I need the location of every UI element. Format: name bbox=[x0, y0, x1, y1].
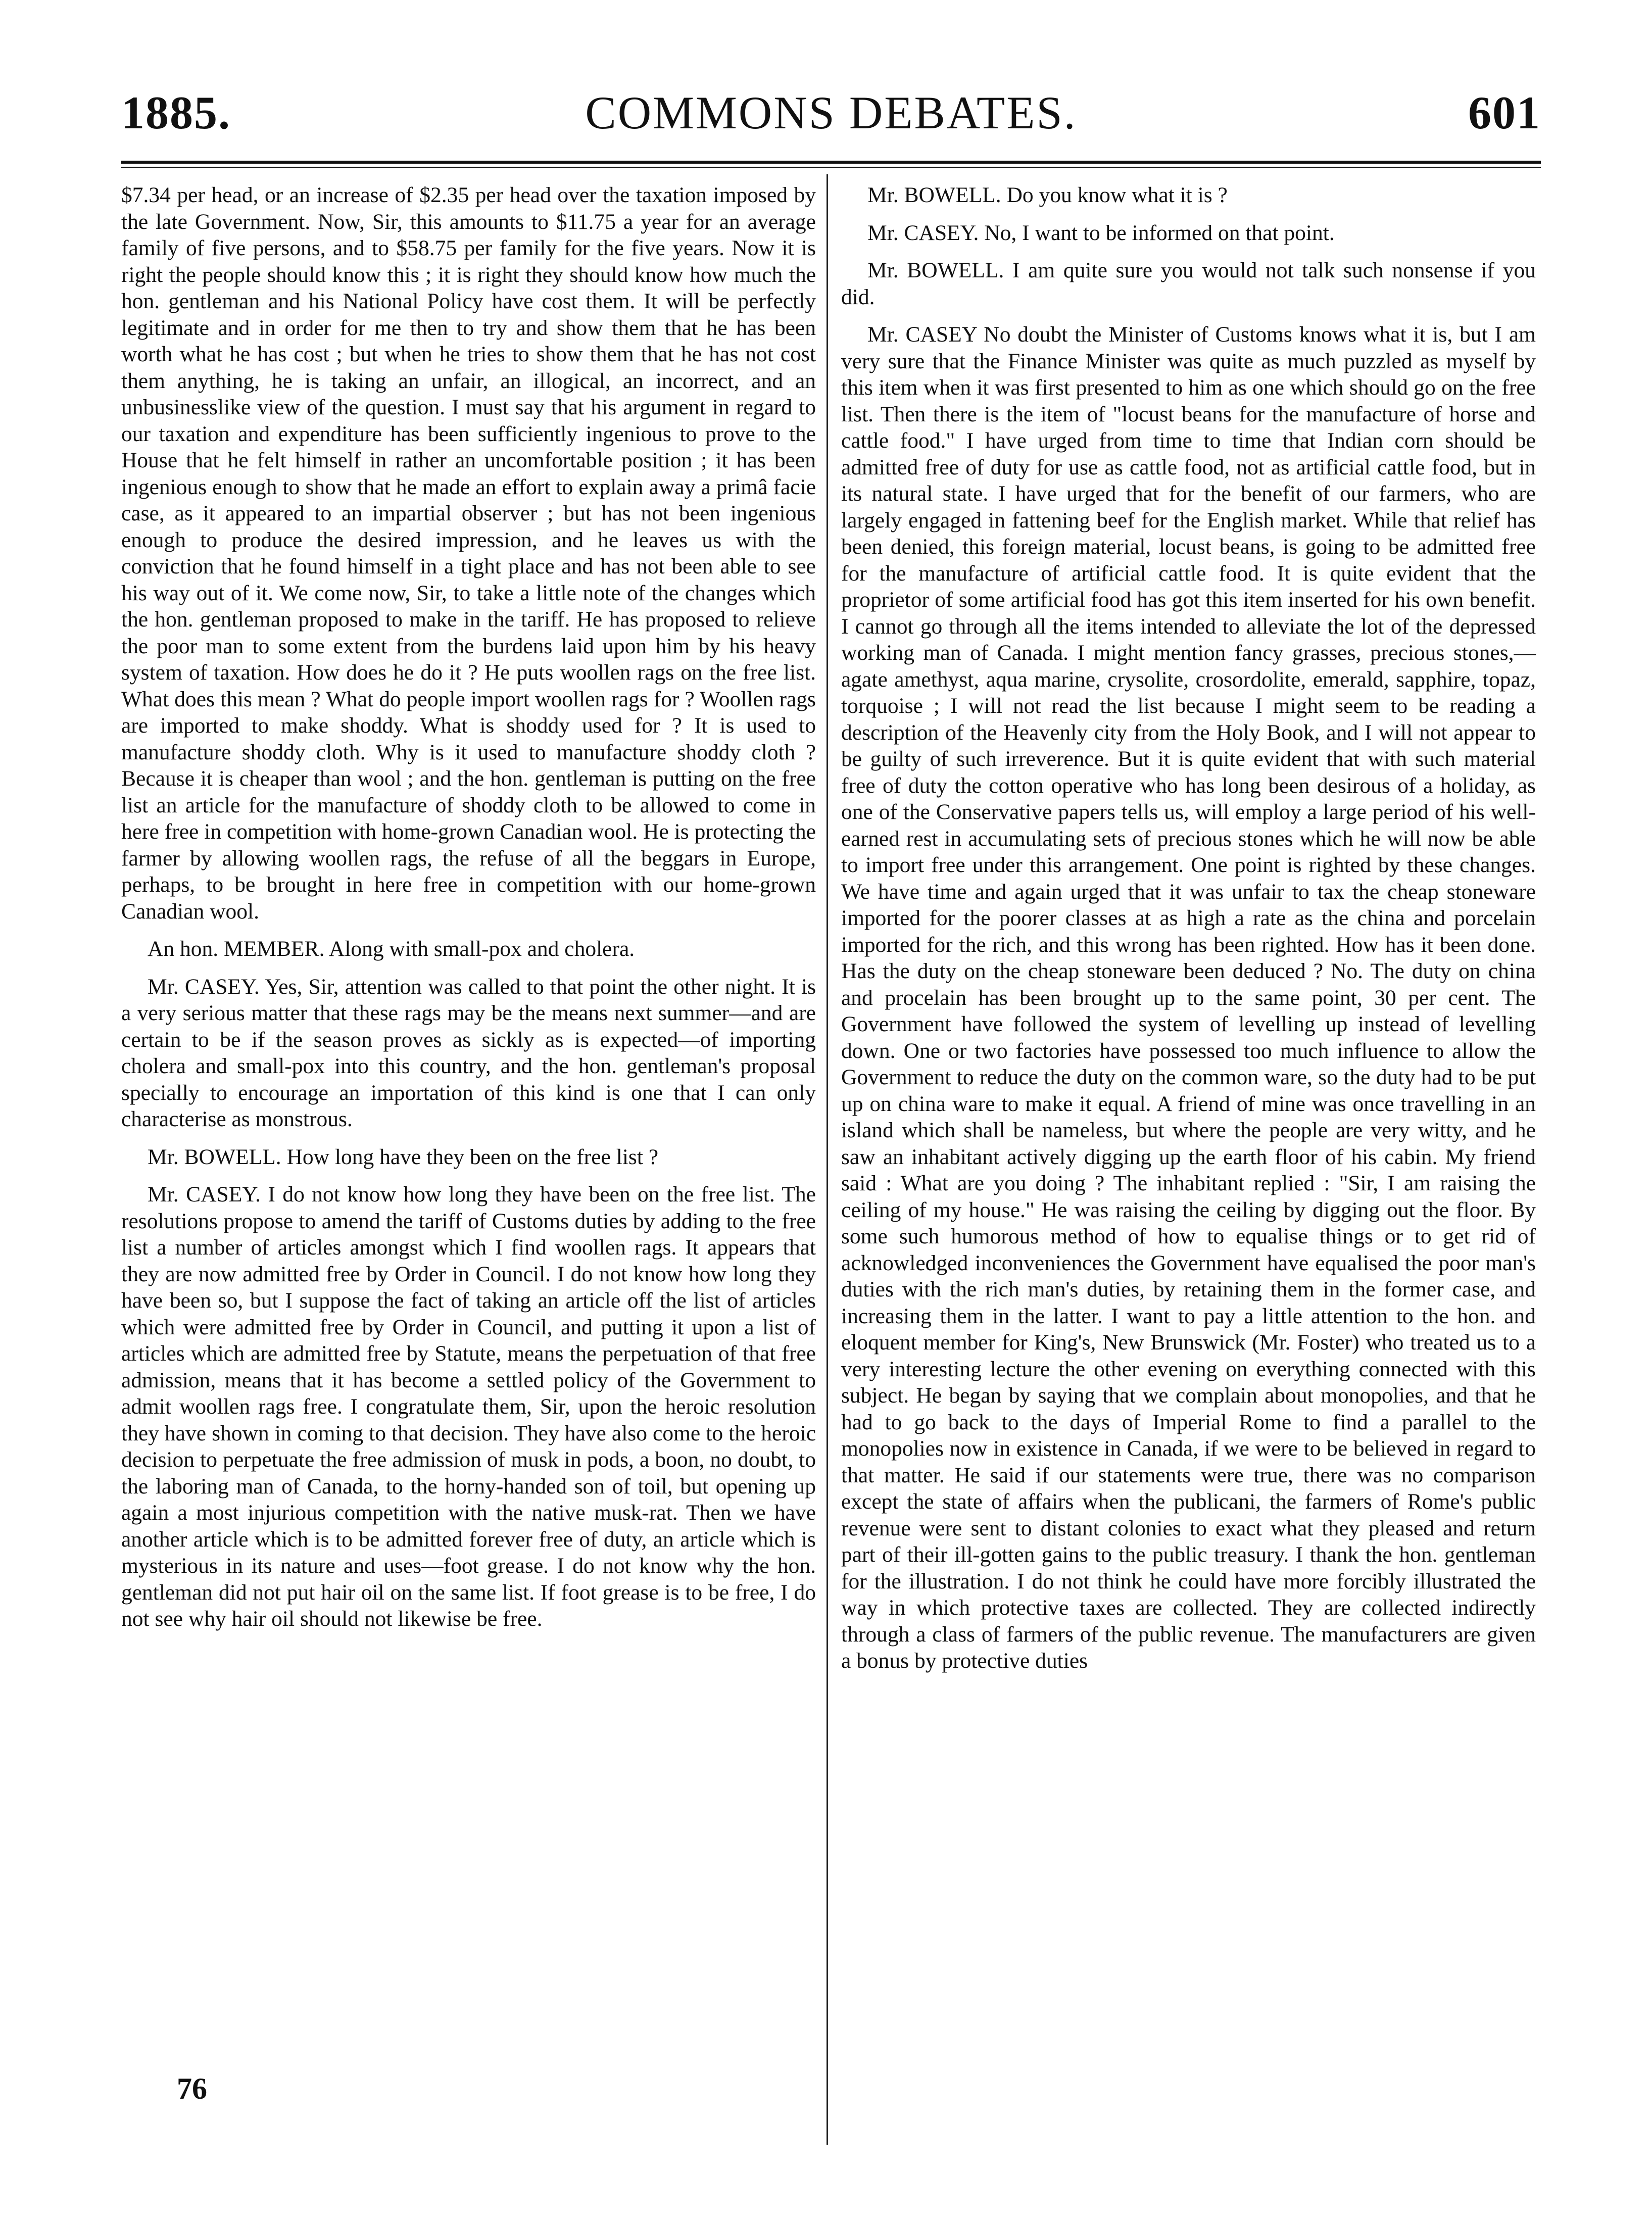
header-rule bbox=[121, 161, 1541, 164]
header-title: COMMONS DEBATES. bbox=[585, 87, 1077, 138]
paragraph: Mr. CASEY. Yes, Sir, attention was called to that point the other night. It is a very serious matter that these rags may be the means next summer—and are certain to be if the season proves as sickly as is expected—of importing cholera and small-pox into this country, and the hon. gentleman's proposal specially to encourage an importation of this kind is one that I can only characterise as monstrous. bbox=[121, 974, 816, 1131]
paragraph: Mr. CASEY No doubt the Minister of Customs knows what it is, but I am very sure that the Finance Minister was quite as much puzzled as myself by this item when it was first presented to him as one which should go on the free list. Then there is the item of "locust beans for the manufacture of horse and cattle food." I have urged from time to time that Indian corn should be admitted free of duty for use as cattle food, not as artificial cattle food, but in its natural state. I have urged that for the benefit of our farmers, who are largely engaged in fattening beef for the English market. While that relief has been denied, this foreign material, locust beans, is going to be admitted free for the manufacture of artificial cattle food. It is quite evident that the proprietor of some artificial food has got this item inserted for his own benefit. I cannot go through all the items intended to alleviate the lot of the depressed working man of Canada. I might mention fancy grasses, precious stones,—agate amethyst, aqua marine, crysolite, crosordolite, emerald, sapphire, topaz, torquoise ; I will not read the list because I might seem to be reading a description of the Heavenly city from the Holy Book, and I will not appear to be guilty of such irreverence. But it is quite evident that with such material free of duty the cotton operative who has long been desirous of a holiday, as one of the Conservative papers tells us, will employ a large period of his well-earned rest in accumulating sets of precious stones which he will now be able to import free under this arrangement. One point is righted by these changes. We have time and again urged that it was unfair to tax the cheap stoneware imported for the poorer classes at as high a rate as the china and porcelain imported for the rich, and this wrong has been righted. How has it been done. Has the duty on the cheap stoneware been deduced ? No. The duty on china and procelain has been brought up to the same point, 30 per cent. The Government have followed the system of levelling up instead of levelling down. One or two factories have possessed too much influence to allow the Government to reduce the duty on the common ware, so the duty had to be put up on china ware to make it equal. A friend of mine was once travelling in an island which shall be nameless, but where the people are very witty, and he saw an inhabitant actively digging up the earth floor of his cabin. My friend said : What are you doing ? The inhabitant replied : "Sir, I am raising the ceiling of my house." He was raising the ceiling by digging out the floor. By some such humorous method of how to equalise things or to get rid of acknowledged inconveniences the Government have equalised the poor man's duties with the rich man's duties, by retaining them in the former case, and increasing them in the latter. I want to pay a little attention to the hon. and eloquent member for King's, New Brunswick (Mr. Foster) who treated us to a very interesting lecture the other evening on everything connected with this subject. He began by saying that we complain about monopolies, and that he had to go back to the days of Imperial Rome to find a parallel to the monopolies now in existence in Canada, if we were to be believed in regard to that matter. He said if our statements were true, there was no comparison except the state of affairs when the publicani, the farmers of Rome's public revenue were sent to distant colonies to exact what they pleased and return part of their ill-gotten gains to the public treasury. I thank the hon. gentleman for the illustration. I do not think he could have more forcibly illustrated the way in which protective taxes are collected. They are collected indirectly through a class of farmers of the public revenue. The manufacturers are given a bonus by protective duties bbox=[841, 322, 1536, 1673]
right-column bbox=[841, 182, 1536, 1685]
header-rule-thin bbox=[121, 167, 1541, 168]
paragraph: An hon. MEMBER. Along with small-pox and cholera. bbox=[148, 937, 635, 961]
paragraph: Mr. BOWELL. I am quite sure you would not talk such nonsense if you did. bbox=[841, 258, 1536, 309]
header-page-number: 601 bbox=[1468, 87, 1541, 138]
paragraph: Mr. CASEY. No, I want to be informed on that point. bbox=[867, 220, 1335, 245]
paragraph: $7.34 per head, or an increase of $2.35 per head over the taxation imposed by the late Government. Now, Sir, this amounts to $11.75 a year for an average family of five persons, and to $58.75 per family for the five years. Now it is right the people should know this ; it is right they should know how much the hon. gentleman and his National Policy have cost them. It will be perfectly legitimate and in order for me then to try and show them that he has been worth what he has cost ; but when he tries to show them that he has not cost them anything, he is taking an unfair, an illogical, an incorrect, and an unbusinesslike view of the question. I must say that his argument in regard to our taxation and expenditure has been sufficiently ingenious to prove to the House that he felt himself in rather an uncomfortable position ; it has been ingenious enough to show that he made an effort to explain away a primâ facie case, as it appeared to an impartial observer ; but has not been ingenious enough to produce the desired impression, and he leaves us with the conviction that he found himself in a tight place and has not been able to see his way out of it. We come now, Sir, to take a little note of the changes which the hon. gentleman proposed to make in the tariff. He has proposed to relieve the poor man to some extent from the burdens laid upon him by his heavy system of taxation. How does he do it ? He puts woollen rags on the free list. What does this mean ? What do people import woollen rags for ? Woollen rags are imported to make shoddy. What is shoddy used for ? It is used to manufacture shoddy cloth. Why is it used to manufacture shoddy cloth ? Because it is cheaper than wool ; and the hon. gentleman is putting on the free list an article for the manufacture of shoddy cloth to be allowed to come in here free in competition with home-grown Canadian wool. He is protecting the farmer by allowing woollen rags, the refuse of all the beggars in Europe, perhaps, to be brought in here free in competition with our home-grown Canadian wool. bbox=[121, 183, 816, 924]
left-column bbox=[121, 182, 816, 1644]
signature-mark: 76 bbox=[177, 2072, 207, 2105]
header-year: 1885. bbox=[121, 87, 231, 138]
paragraph: Mr. BOWELL. Do you know what it is ? bbox=[867, 183, 1228, 207]
paragraph: Mr. BOWELL. How long have they been on the free list ? bbox=[148, 1144, 659, 1169]
column-divider bbox=[827, 174, 828, 2145]
page-header bbox=[121, 81, 1541, 147]
paragraph: Mr. CASEY. I do not know how long they have been on the free list. The resolutions propose to amend the tariff of Customs duties by adding to the free list a number of articles amongst which I find woollen rags. It appears that they are now admitted free by Order in Council. I do not know how long they have been so, but I suppose the fact of taking an article off the list of articles which were admitted free by Order in Council, and putting it upon a list of articles which are admitted free by Statute, means the perpetuation of that free admission, means that it has become a settled policy of the Government to admit woollen rags free. I congratulate them, Sir, upon the heroic resolution they have shown in coming to that decision. They have also come to the heroic decision to perpetuate the free admission of musk in pods, a boon, no doubt, to the laboring man of Canada, to the horny-handed son of toil, but opening up again a most injurious competition with the native musk-rat. Then we have another article which is to be admitted forever free of duty, an article which is mysterious in its nature and uses—foot grease. I do not know why the hon. gentleman did not put hair oil on the same list. If foot grease is to be free, I do not see why hair oil should not likewise be free. bbox=[121, 1182, 816, 1631]
